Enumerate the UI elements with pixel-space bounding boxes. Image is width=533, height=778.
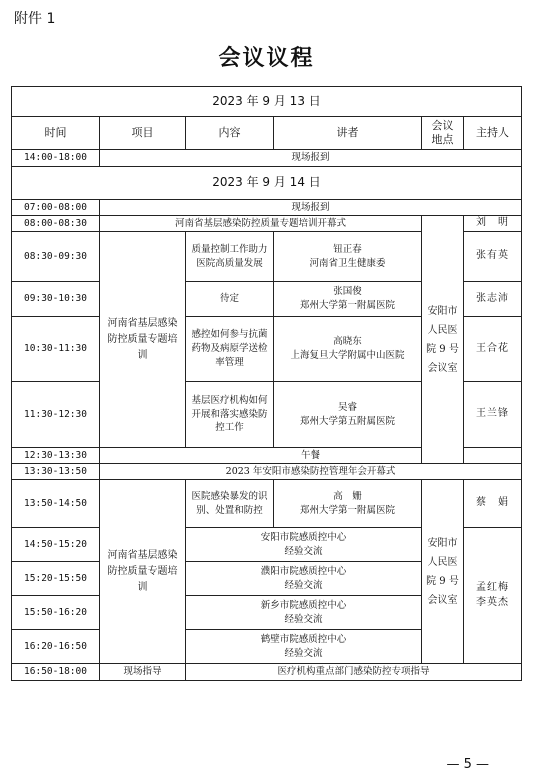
time-cell: 13:50-14:50 <box>12 480 100 528</box>
host-cell: 张有英 <box>464 232 522 282</box>
time-cell: 12:30-13:30 <box>12 448 100 464</box>
time-cell: 11:30-12:30 <box>12 382 100 448</box>
agenda-table <box>11 86 522 681</box>
time-cell: 16:20-16:50 <box>12 630 100 664</box>
host-cell: 张志沛 <box>464 282 522 317</box>
time-cell: 16:50-18:00 <box>12 664 100 681</box>
table-row <box>12 200 522 216</box>
table-row <box>12 464 522 480</box>
session-text: 医疗机构重点部门感染防控专项指导 <box>186 664 522 681</box>
time-cell: 07:00-08:00 <box>12 200 100 216</box>
speaker-cell: 高晓东 上海复旦大学附属中山医院 <box>274 317 422 382</box>
speaker-cell: 钮正春 河南省卫生健康委 <box>274 232 422 282</box>
host-cell: 王兰锋 <box>464 382 522 448</box>
exchange-cell: 濮阳市院感质控中心 经验交流 <box>186 562 422 596</box>
date-row-day1 <box>12 87 522 117</box>
item-cell: 河南省基层感染防控质量专题培训 <box>100 480 186 664</box>
time-cell: 08:30-09:30 <box>12 232 100 282</box>
table-row <box>12 480 522 528</box>
header-host: 主持人 <box>464 117 522 150</box>
time-cell: 13:30-13:50 <box>12 464 100 480</box>
table-row <box>12 216 522 232</box>
content-cell: 质量控制工作助力医院高质量发展 <box>186 232 274 282</box>
time-cell: 14:50-15:20 <box>12 528 100 562</box>
content-cell: 基层医疗机构如何开展和落实感染防控工作 <box>186 382 274 448</box>
venue-cell: 安阳市人民医院 9 号会议室 <box>422 480 464 664</box>
content-cell: 医院感染暴发的识别、处置和防控 <box>186 480 274 528</box>
session-text: 2023 年安阳市感染防控管理年会开幕式 <box>100 464 522 480</box>
table-row <box>12 448 522 464</box>
date-day2: 2023 年 9 月 14 日 <box>12 167 522 200</box>
time-cell: 09:30-10:30 <box>12 282 100 317</box>
time-cell: 08:00-08:30 <box>12 216 100 232</box>
content-cell: 感控如何参与抗菌药物及病原学送检率管理 <box>186 317 274 382</box>
attachment-label: 附件 1 <box>14 11 56 27</box>
table-row <box>12 664 522 681</box>
header-item: 项目 <box>100 117 186 150</box>
time-cell: 14:00-18:00 <box>12 150 100 167</box>
header-time: 时间 <box>12 117 100 150</box>
table-row <box>12 150 522 167</box>
page-title: 会议议程 <box>218 46 315 71</box>
date-row-day2 <box>12 167 522 200</box>
speaker-cell: 张国俊 郑州大学第一附属医院 <box>274 282 422 317</box>
page-number: — 5 — <box>446 757 489 772</box>
header-venue: 会议 地点 <box>422 117 464 150</box>
item-cell: 河南省基层感染防控质量专题培训 <box>100 232 186 448</box>
date-day1: 2023 年 9 月 13 日 <box>12 87 522 117</box>
time-cell: 10:30-11:30 <box>12 317 100 382</box>
item-cell: 现场指导 <box>100 664 186 681</box>
exchange-cell: 安阳市院感质控中心 经验交流 <box>186 528 422 562</box>
time-cell: 15:20-15:50 <box>12 562 100 596</box>
header-speaker: 讲者 <box>274 117 422 150</box>
session-text: 现场报到 <box>100 150 522 167</box>
session-text: 现场报到 <box>100 200 522 216</box>
host-cell: 蔡 娟 <box>464 480 522 528</box>
host-cell: 孟红梅 李英杰 <box>464 528 522 664</box>
exchange-cell: 鹤壁市院感质控中心 经验交流 <box>186 630 422 664</box>
time-cell: 15:50-16:20 <box>12 596 100 630</box>
session-text: 午餐 <box>100 448 522 464</box>
host-cell: 王合花 <box>464 317 522 382</box>
content-cell: 待定 <box>186 282 274 317</box>
header-content: 内容 <box>186 117 274 150</box>
header-row <box>12 117 522 150</box>
host-cell: 刘 明 <box>464 216 522 232</box>
exchange-cell: 新乡市院感质控中心 经验交流 <box>186 596 422 630</box>
venue-cell: 安阳市人民医院 9 号会议室 <box>422 216 464 464</box>
speaker-cell: 高 姗 郑州大学第一附属医院 <box>274 480 422 528</box>
speaker-cell: 吴睿 郑州大学第五附属医院 <box>274 382 422 448</box>
session-text: 河南省基层感染防控质量专题培训开幕式 <box>100 216 422 232</box>
